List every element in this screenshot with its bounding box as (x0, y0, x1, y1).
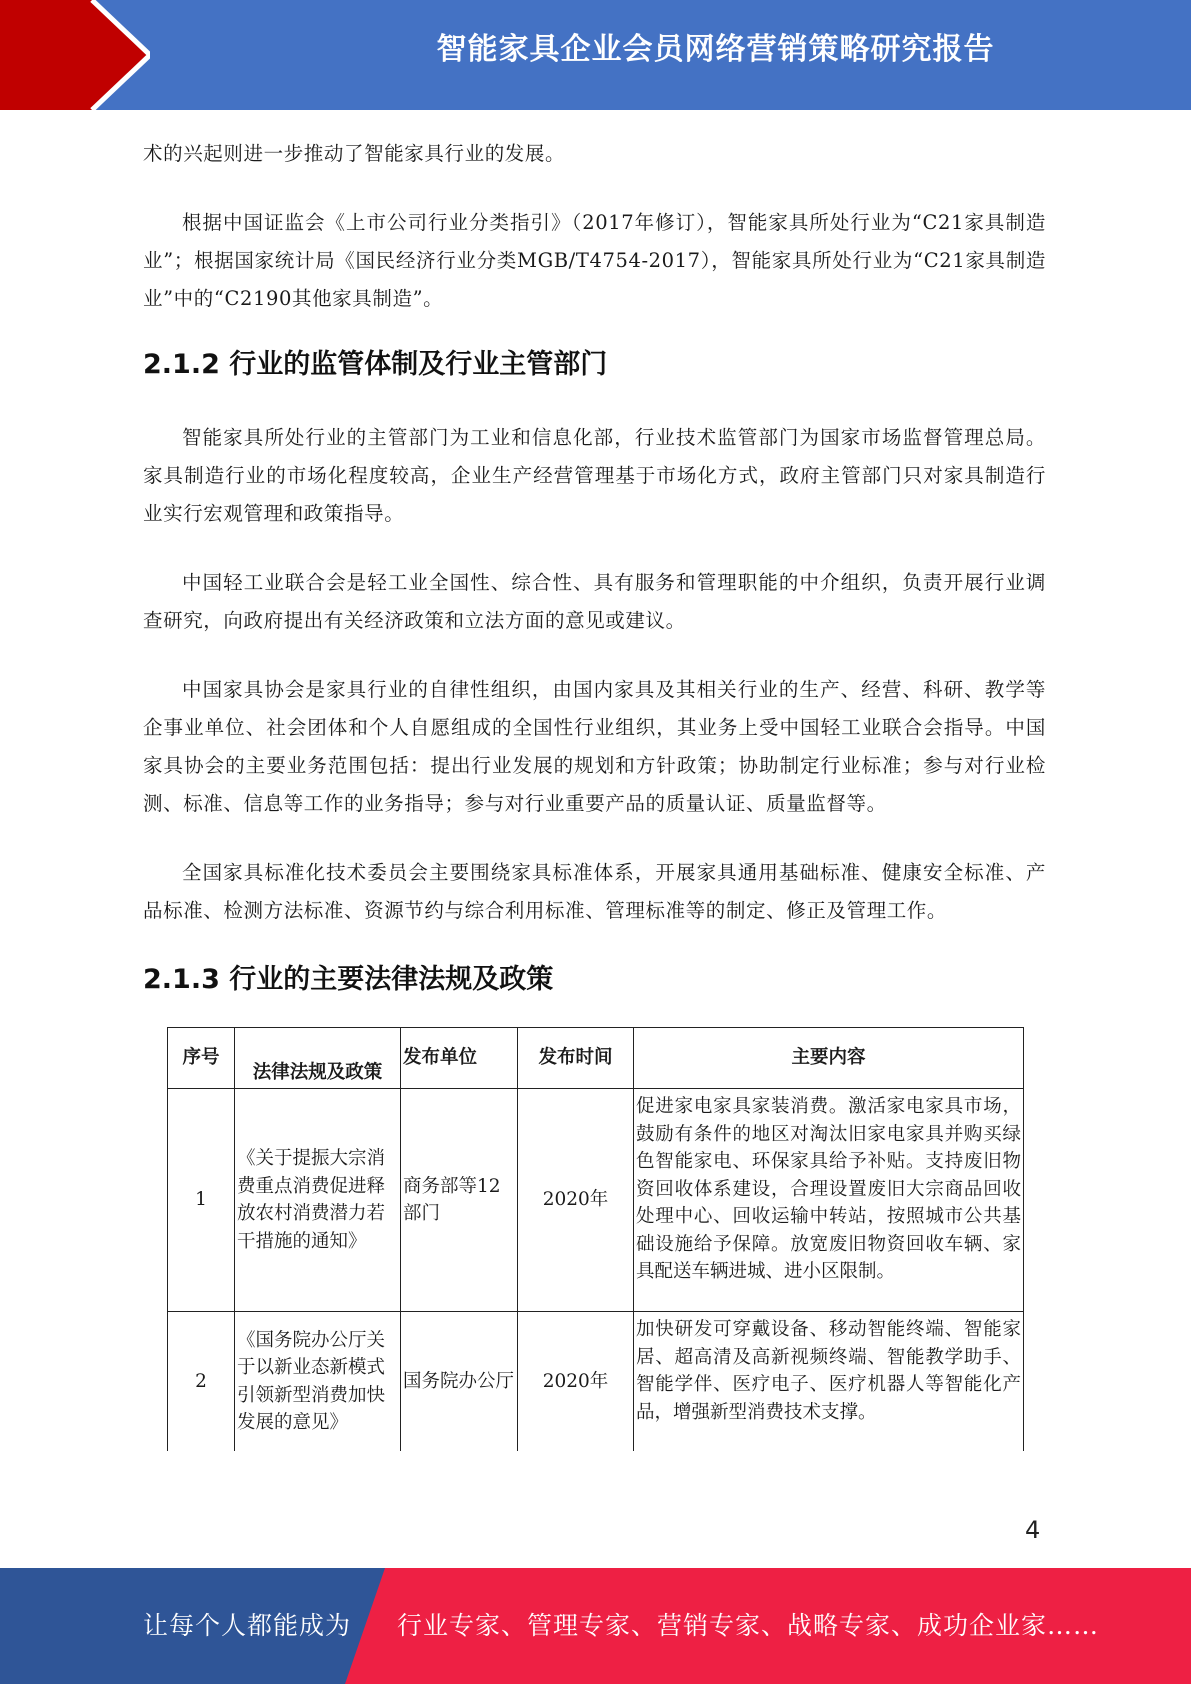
paragraph-industry-classification: 根据中国证监会《上市公司行业分类指引》（2017年修订），智能家具所处行业为“C21家具制造业”；根据国家统计局《国民经济行业分类MGB/T4754-2017），智能家具所处行业为“C21家具制造业”中的“C2190其他家具制造”。 (143, 211, 1046, 310)
page-footer (0, 1568, 1191, 1684)
table-row (168, 1312, 1024, 1452)
cell-content: 促进家电家具家装消费。激活家电家具市场，鼓励有条件的地区对淘汰旧家电家具并购买绿色智能家电、环保家具给予补贴。支持废旧物资回收体系建设，合理设置废旧大宗商品回收处理中心、回收运输中转站，按照城市公共基础设施给予保障。放宽废旧物资回收车辆、家具配送车辆进城、进小区限制。 (634, 1089, 1024, 1312)
col-header-issuer: 发布单位 (401, 1028, 518, 1089)
table-row (168, 1089, 1024, 1312)
cell-law: 《关于提振大宗消费重点消费促进释放农村消费潜力若干措施的通知》 (235, 1089, 401, 1312)
col-header-date: 发布时间 (518, 1028, 634, 1089)
cell-law: 《国务院办公厅关于以新业态新模式引领新型消费加快发展的意见》 (235, 1312, 401, 1452)
section-heading-2-1-2: 2.1.2 行业的监管体制及行业主管部门 (143, 349, 608, 380)
paragraph-intro-continuation: 术的兴起则进一步推动了智能家具行业的发展。 (143, 142, 566, 165)
paragraph-standardization-committee: 全国家具标准化技术委员会主要围绕家具标准体系，开展家具通用基础标准、健康安全标准、产品标准、检测方法标准、资源节约与综合利用标准、管理标准等的制定、修正及管理工作。 (143, 861, 1046, 922)
cell-number: 1 (168, 1089, 235, 1312)
header-title: 智能家具企业会员网络营销策略研究报告 (436, 32, 995, 67)
cell-content: 加快研发可穿戴设备、移动智能终端、智能家居、超高清及高新视频终端、智能教学助手、智能学伴、医疗电子、医疗机器人等智能化产品，增强新型消费技术支撑。 (634, 1312, 1024, 1452)
table-header-row (168, 1028, 1024, 1089)
cell-date: 2020年 (518, 1089, 634, 1312)
col-header-number: 序号 (168, 1028, 235, 1089)
cell-issuer: 商务部等12部门 (401, 1089, 518, 1312)
paragraph-light-industry-federation: 中国轻工业联合会是轻工业全国性、综合性、具有服务和管理职能的中介组织，负责开展行业调查研究，向政府提出有关经济政策和立法方面的意见或建议。 (143, 571, 1046, 632)
cell-issuer: 国务院办公厅 (401, 1312, 518, 1452)
paragraph-regulatory-authority: 智能家具所处行业的主管部门为工业和信息化部，行业技术监管部门为国家市场监督管理总局。家具制造行业的市场化程度较高，企业生产经营管理基于市场化方式，政府主管部门只对家具制造行业实行宏观管理和政策指导。 (143, 426, 1046, 525)
paragraph-furniture-association: 中国家具协会是家具行业的自律性组织，由国内家具及其相关行业的生产、经营、科研、教学等企事业单位、社会团体和个人自愿组成的全国性行业组织，其业务上受中国轻工业联合会指导。中国家具协会的主要业务范围包括：提出行业发展的规划和方针政策；协助制定行业标准；参与对行业检测、标准、信息等工作的业务指导；参与对行业重要产品的质量认证、质量监督等。 (143, 678, 1046, 815)
header-red-arrow-decoration (0, 0, 150, 110)
cell-number: 2 (168, 1312, 235, 1452)
cell-date: 2020年 (518, 1312, 634, 1452)
page-number: 4 (1025, 1516, 1041, 1544)
page-header (0, 0, 1191, 110)
footer-slogan-left: 让每个人都能成为 (143, 1611, 352, 1640)
policy-table (167, 1027, 1024, 1451)
col-header-content: 主要内容 (634, 1028, 1024, 1089)
footer-slogan-right: 行业专家、管理专家、营销专家、战略专家、成功企业家…… (397, 1611, 1100, 1640)
section-heading-2-1-3: 2.1.3 行业的主要法律法规及政策 (143, 964, 554, 995)
col-header-law: 法律法规及政策 (235, 1028, 401, 1089)
